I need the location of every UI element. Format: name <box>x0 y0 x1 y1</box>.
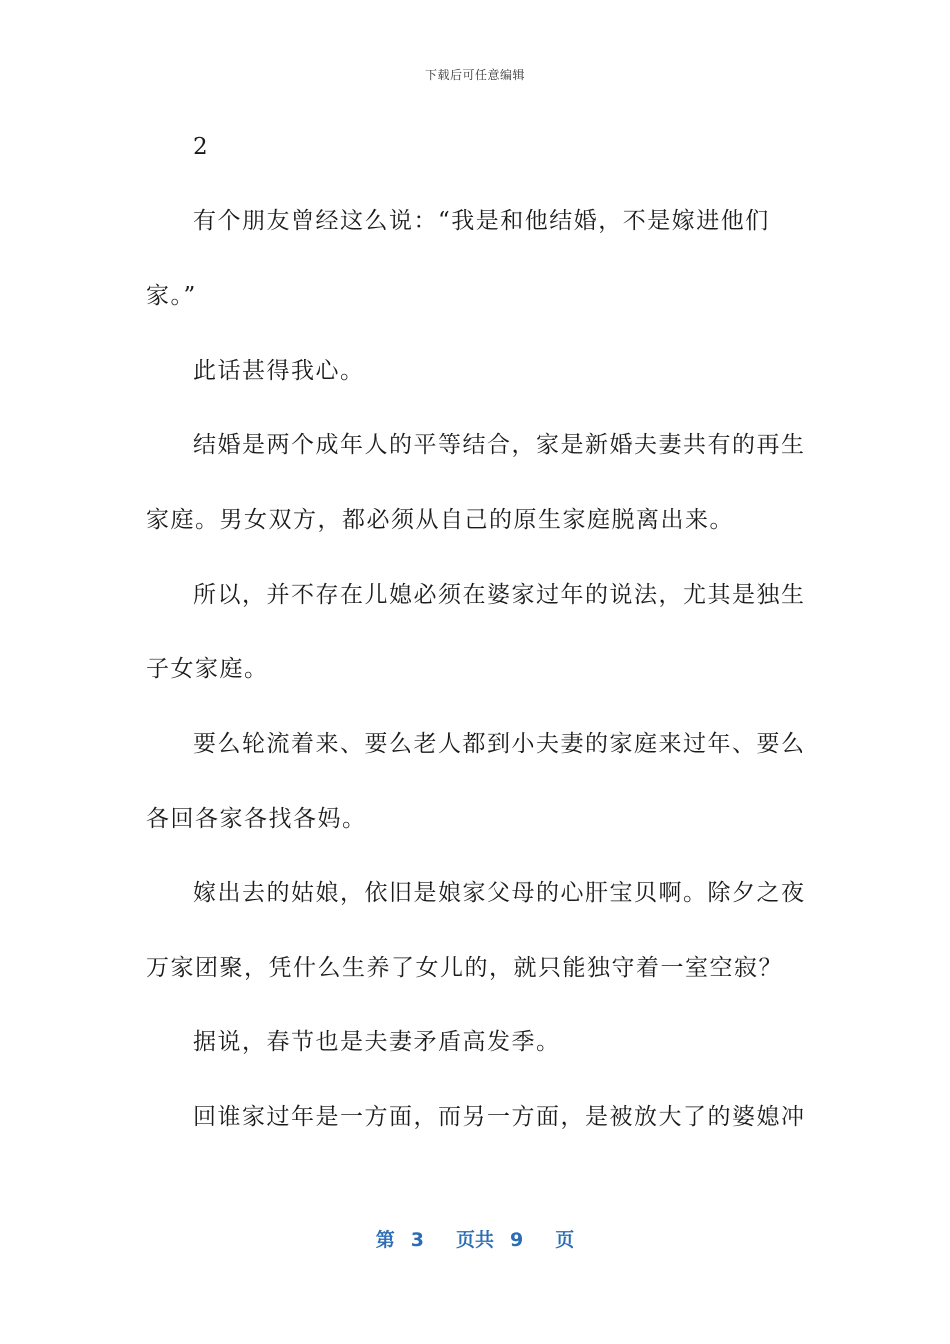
page-label-mid: 页共 <box>455 1229 494 1251</box>
current-page-number: 3 <box>410 1229 424 1251</box>
paragraph-line: 结婚是两个成年人的平等结合，家是新婚夫妻共有的再生 <box>193 432 806 458</box>
paragraph-line: 万家团聚，凭什么生养了女儿的，就只能独守着一室空寂？ <box>146 955 783 981</box>
paragraph-line: 此话甚得我心。 <box>193 358 365 384</box>
section-number: 2 <box>193 134 210 160</box>
paragraph-line: 子女家庭。 <box>146 656 269 682</box>
page-label-suffix: 页 <box>555 1229 575 1251</box>
page-label-prefix: 第 <box>375 1229 395 1251</box>
paragraph-line: 据说，春节也是夫妻矛盾高发季。 <box>193 1029 561 1055</box>
total-pages-number: 9 <box>510 1229 524 1251</box>
paragraph-line: 所以，并不存在儿媳必须在婆家过年的说法，尤其是独生 <box>193 582 806 608</box>
paragraph-line: 家。” <box>146 283 197 309</box>
paragraph-line: 嫁出去的姑娘，依旧是娘家父母的心肝宝贝啊。除夕之夜 <box>193 880 806 906</box>
header-note: 下载后可任意编辑 <box>424 68 525 82</box>
page-footer <box>0 1225 950 1252</box>
paragraph-line: 回谁家过年是一方面，而另一方面，是被放大了的婆媳冲 <box>193 1104 806 1130</box>
paragraph-line: 有个朋友曾经这么说：“我是和他结婚，不是嫁进他们 <box>193 208 770 234</box>
paragraph-line: 要么轮流着来、要么老人都到小夫妻的家庭来过年、要么 <box>193 731 806 757</box>
paragraph-line: 家庭。男女双方，都必须从自己的原生家庭脱离出来。 <box>146 507 734 533</box>
paragraph-line: 各回各家各找各妈。 <box>146 806 367 832</box>
